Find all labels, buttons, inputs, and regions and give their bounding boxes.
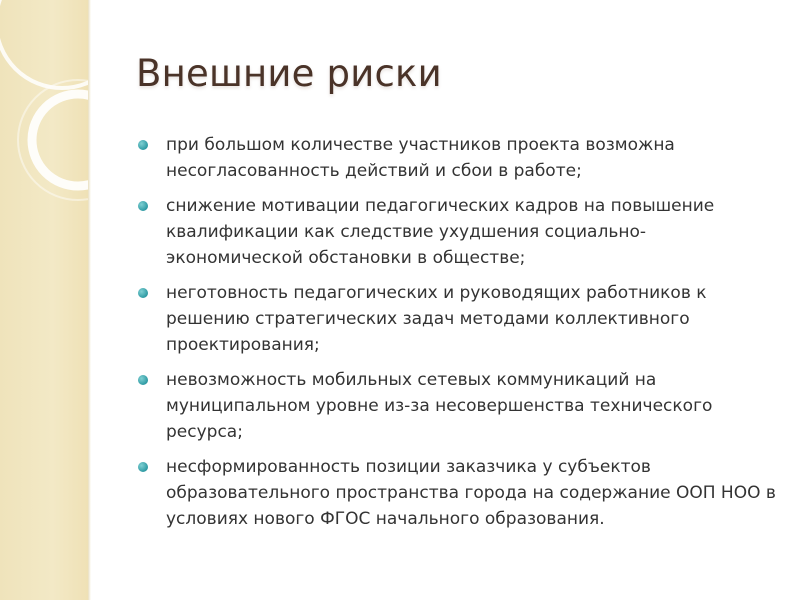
- bullet-item: [136, 280, 776, 358]
- decorative-circles: [0, 0, 88, 600]
- bullet-text: снижение мотивации педагогических кадров на повышение квалификации как следствие ухудшения социально-экономической обстановки в обществе;: [166, 196, 715, 268]
- bullet-text: несформированность позиции заказчика у субъектов образовательного пространства города на содержание ООП НОО в условиях нового ФГОС начального образования.: [166, 457, 776, 529]
- bullet-text: неготовность педагогических и руководящих работников к решению стратегических задач методами коллективного проектирования;: [166, 283, 707, 355]
- bullet-dot-icon: [138, 201, 148, 211]
- bullet-item: [136, 132, 776, 184]
- bullet-list: [136, 132, 776, 541]
- bullet-dot-icon: [138, 140, 148, 150]
- bullet-item: [136, 367, 776, 445]
- bullet-text: невозможность мобильных сетевых коммуникаций на муниципальном уровне из-за несовершенства технического ресурса;: [166, 370, 713, 442]
- bullet-text: при большом количестве участников проекта возможна несогласованность действий и сбои в работе;: [166, 135, 675, 181]
- bullet-dot-icon: [138, 462, 148, 472]
- slide-title: Внешние риски: [136, 52, 442, 95]
- bullet-dot-icon: [138, 375, 148, 385]
- bullet-item: [136, 193, 776, 271]
- bullet-item: [136, 454, 776, 532]
- decorative-side-band: [0, 0, 88, 600]
- side-band-edge: [88, 0, 91, 600]
- bullet-dot-icon: [138, 288, 148, 298]
